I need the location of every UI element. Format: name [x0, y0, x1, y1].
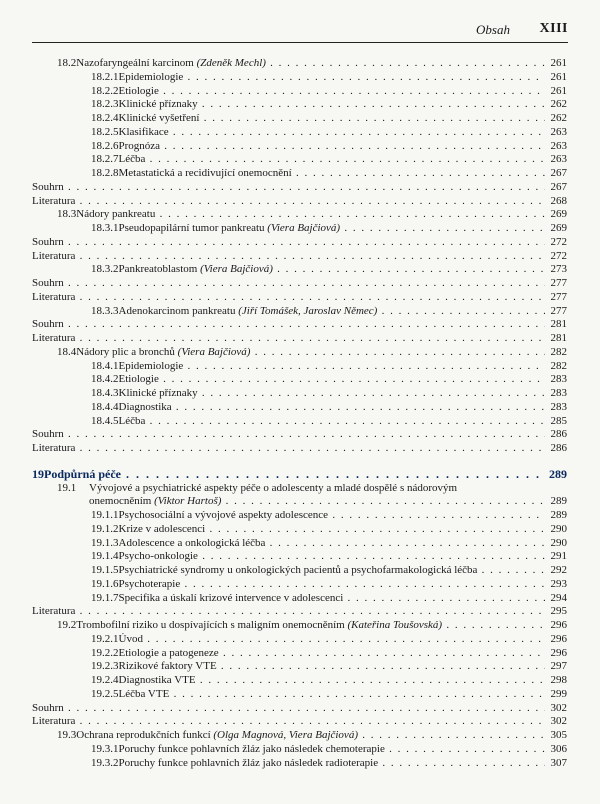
toc-entry-title: Literatura . . . — [32, 332, 545, 346]
toc-entry[interactable] — [32, 318, 567, 332]
toc-entry-text — [32, 291, 545, 305]
toc-entry-title: Klinické příznaky . . . — [119, 98, 546, 112]
toc-entry-text — [32, 318, 545, 332]
toc-entry-text — [91, 140, 545, 154]
toc-entry-text — [91, 674, 545, 688]
toc-entry[interactable] — [32, 140, 567, 154]
toc-entry-text — [91, 112, 545, 126]
toc-entry[interactable] — [32, 208, 567, 222]
toc-entry-text — [91, 387, 545, 401]
toc-entry[interactable] — [32, 550, 567, 564]
toc-entry[interactable] — [32, 523, 567, 537]
toc-entry-title: Etiologie . . . — [119, 85, 546, 99]
toc-entry-text — [32, 702, 545, 716]
toc-entry-title: Krize v adolescenci . . . — [119, 523, 546, 537]
toc-entry-number: 19.1.2 — [91, 522, 119, 535]
toc-entry-author: (Viera Bajčiová) — [197, 263, 273, 276]
toc-entry-page: 263 — [548, 140, 568, 154]
toc-entry-title: Úvod . . . — [119, 633, 546, 647]
toc-entry-text — [57, 619, 545, 633]
toc-entry-number: 19.2.3 — [91, 660, 119, 673]
toc-entry-title: Psycho-onkologie . . . — [119, 550, 546, 564]
toc-entry[interactable] — [32, 250, 567, 264]
toc-entry[interactable] — [32, 605, 567, 619]
toc-entry-title: Adolescence a onkologická léčba . . . — [119, 537, 546, 551]
toc-entry-text — [32, 468, 544, 482]
toc-entry-text — [57, 57, 545, 71]
toc-entry[interactable] — [32, 757, 567, 771]
toc-entry-text — [91, 222, 545, 236]
toc-entry[interactable] — [32, 729, 567, 743]
toc-entry-page: 269 — [548, 208, 568, 222]
toc-entry-text — [57, 482, 565, 496]
toc-entry-title: Klasifikace . . . — [119, 126, 546, 140]
toc-entry-page: 272 — [548, 236, 568, 250]
toc-entry-title: Diagnostika . . . — [119, 401, 546, 415]
toc-entry-text — [91, 537, 545, 551]
toc-entry-page: 267 — [548, 181, 568, 195]
toc-entry-page: 282 — [548, 360, 568, 374]
toc-entry-number: 18.3.1 — [91, 222, 119, 234]
toc-entry-author: (Jiří Tomášek, Jaroslav Němec) — [235, 304, 378, 317]
toc-entry[interactable] — [32, 181, 567, 195]
toc-entry-page: 296 — [548, 619, 568, 633]
toc-entry-title: Léčba VTE . . . — [119, 688, 546, 702]
toc-entry-page: 289 — [548, 495, 568, 509]
toc-entry[interactable] — [32, 660, 567, 674]
toc-entry-page: 261 — [548, 57, 568, 71]
toc-entry-title: Souhrn . . . — [32, 318, 545, 332]
toc-entry-page: 306 — [548, 743, 568, 757]
toc-entry-page: 289 — [546, 468, 567, 482]
toc-entry[interactable] — [32, 715, 567, 729]
toc-entry-number: 19.2.5 — [91, 687, 119, 700]
toc-entry[interactable] — [32, 167, 567, 181]
toc-entry-number: 19.2.1 — [91, 632, 119, 645]
toc-entry-page: 293 — [548, 578, 568, 592]
toc-entry-number: 18.3 — [57, 208, 77, 221]
toc-entry-number: 19.1.6 — [91, 577, 119, 590]
toc-entry[interactable] — [32, 57, 567, 71]
toc-entry-page: 290 — [548, 537, 568, 551]
toc-entry-number: 18.2.2 — [91, 84, 119, 97]
toc-entry-text — [91, 509, 545, 523]
toc-entry-page: 307 — [548, 757, 568, 771]
toc-entry-page: 267 — [548, 167, 568, 181]
toc-entry-title: Souhrn . . . — [32, 181, 545, 195]
toc-entry-number: 18.2.5 — [91, 125, 119, 138]
toc-entry[interactable] — [32, 153, 567, 167]
toc-entry-number: 19.1.1 — [91, 509, 119, 521]
toc-entry-number: 18.4.2 — [91, 373, 119, 386]
toc-entry-title: onemocněním (Viktor Hartoš) . . . — [89, 495, 545, 509]
toc-entry-title: Pseudopapilární tumor pankreatu (Viera Bajčiová) . . . — [119, 222, 546, 236]
toc-entry[interactable] — [32, 98, 567, 112]
toc-entry-title: Psychoterapie . . . — [119, 578, 546, 592]
toc-entry[interactable] — [32, 619, 567, 633]
toc-entry[interactable] — [32, 373, 567, 387]
toc-entry-number: 19 — [32, 467, 44, 481]
toc-entry-number: 19.1.7 — [91, 591, 119, 604]
toc-entry-text — [91, 98, 545, 112]
toc-entry[interactable] — [32, 277, 567, 291]
toc-entry-number: 18.2.7 — [91, 153, 119, 166]
toc-entry-title: Etiologie a patogeneze . . . — [119, 647, 546, 661]
toc-entry-title: Literatura . . . — [32, 291, 545, 305]
toc-entry-author: (Viera Bajčiová) — [174, 345, 251, 358]
toc-entry[interactable] — [32, 401, 567, 415]
toc-entry-text — [32, 428, 545, 442]
toc-entry-title: Léčba . . . — [119, 415, 546, 429]
toc-entry-number: 18.3.2 — [91, 263, 119, 276]
toc-entry-text — [91, 71, 545, 85]
toc-entry[interactable] — [32, 564, 567, 578]
toc-entry-title: Podpůrná péče . . . — [44, 468, 544, 482]
toc-entry-number: 19.1.3 — [91, 536, 119, 549]
toc-entry[interactable] — [32, 360, 567, 374]
toc-entry-number: 18.4.4 — [91, 400, 119, 413]
toc-entry-text — [91, 263, 545, 277]
toc-entry-title: Rizikové faktory VTE . . . — [119, 660, 546, 674]
toc-entry-number: 19.1.5 — [91, 564, 119, 576]
toc-entry-title: Literatura . . . — [32, 195, 545, 209]
toc-entry-author: (Olga Magnová, Viera Bajčiová) — [210, 729, 358, 741]
section-title: Obsah — [476, 22, 510, 37]
toc-entry-page: 292 — [548, 564, 568, 578]
toc-entry-text — [91, 153, 545, 167]
page-header — [32, 20, 568, 43]
toc-entry[interactable] — [32, 633, 567, 647]
toc-entry-page: 283 — [548, 401, 568, 415]
toc-entry-text — [57, 346, 545, 360]
toc-entry-number: 18.4.5 — [91, 414, 119, 427]
toc-entry-number: 18.4.1 — [91, 359, 119, 372]
toc-entry-page: 294 — [548, 592, 568, 606]
toc-entry-title: Poruchy funkce pohlavních žláz jako následek radioterapie . . . — [119, 757, 546, 771]
toc-entry-text — [91, 167, 545, 181]
toc-entry[interactable] — [32, 332, 567, 346]
toc-entry-title: Psychiatrické syndromy u onkologických pacientů a psychofarmakologická léčba . . . — [119, 564, 546, 578]
toc-entry-text — [91, 578, 545, 592]
toc-entry-page: 263 — [548, 153, 568, 167]
toc-entry-text — [32, 277, 545, 291]
toc-entry-page: 262 — [548, 98, 568, 112]
toc-entry-number: 19.1.4 — [91, 550, 119, 563]
toc-entry-number: 18.2 — [57, 57, 77, 69]
toc-entry-page: 281 — [548, 332, 568, 346]
toc-entry-page: 296 — [548, 647, 568, 661]
toc-entry-page: 273 — [548, 263, 568, 277]
toc-chapter[interactable] — [32, 468, 567, 482]
toc-entry-number: 19.3.1 — [91, 742, 119, 755]
toc-entry[interactable] — [32, 578, 567, 592]
toc-entry-text — [91, 85, 545, 99]
toc-entry-page: 269 — [548, 222, 568, 236]
toc-entry-text — [91, 126, 545, 140]
toc-entry-text — [32, 195, 545, 209]
toc-entry-title: Souhrn . . . — [32, 702, 545, 716]
toc-entry-text — [91, 660, 545, 674]
toc-entry-title: Epidemiologie . . . — [119, 360, 546, 374]
toc-entry-page: 263 — [548, 126, 568, 140]
toc-entry-page: 302 — [548, 702, 568, 716]
toc-entry[interactable] — [32, 195, 567, 209]
toc-entry[interactable] — [32, 112, 567, 126]
toc-entry-page: 268 — [548, 195, 568, 209]
toc-entry-title: Etiologie . . . — [119, 373, 546, 387]
toc-entry[interactable] — [32, 743, 567, 757]
toc-entry-text — [91, 401, 545, 415]
toc-entry[interactable] — [32, 305, 567, 319]
toc-entry-text — [57, 208, 545, 222]
toc-entry-title: Specifika a úskalí krizové intervence v adolescenci . . . — [119, 592, 546, 606]
toc-entry-number: 18.2.8 — [91, 167, 119, 179]
toc-entry-page: 297 — [548, 660, 568, 674]
toc-entry-author: (Viktor Hartoš) — [151, 495, 222, 508]
toc-entry-author: (Zdeněk Mechl) — [193, 57, 266, 69]
toc-entry-title: Souhrn . . . — [32, 428, 545, 442]
toc-entry-title: Adenokarcinom pankreatu (Jiří Tomášek, Jaroslav Němec) . . . — [119, 305, 546, 319]
toc-entry-title: Klinické vyšetření . . . — [119, 112, 546, 126]
toc-entry-page: 283 — [548, 387, 568, 401]
toc-entry-number: 18.2.6 — [91, 139, 119, 152]
toc-entry-text — [32, 236, 545, 250]
toc-entry-author: (Kateřina Toušovská) — [344, 619, 443, 631]
toc-entry-page: 298 — [548, 674, 568, 688]
toc-entry-page: 286 — [548, 442, 568, 456]
toc-entry-page: 283 — [548, 373, 568, 387]
toc-entry-number: 18.4 — [57, 345, 77, 358]
toc-entry[interactable] — [32, 688, 567, 702]
toc-entry[interactable] — [32, 236, 567, 250]
toc-entry-title: Nádory plic a bronchů (Viera Bajčiová) . . . — [76, 346, 545, 360]
toc-entry-text — [57, 729, 545, 743]
toc-entry-text — [91, 523, 545, 537]
toc-entry-number: 18.3.3 — [91, 304, 119, 317]
toc-entry-number: 19.1 — [57, 481, 77, 494]
toc-entry-page: 277 — [548, 305, 568, 319]
toc-entry-page: 282 — [548, 346, 568, 360]
toc-entry[interactable] — [32, 415, 567, 429]
toc-entry-page: 261 — [548, 85, 568, 99]
toc-entry-text — [32, 250, 545, 264]
toc-entry-page: 277 — [548, 291, 568, 305]
toc-entry-text — [91, 757, 545, 771]
toc-entry[interactable] — [32, 509, 567, 523]
toc-entry-title: Literatura . . . — [32, 250, 545, 264]
toc-entry-text — [91, 564, 545, 578]
toc-entry-page: 291 — [548, 550, 568, 564]
toc-entry-title: Ochrana reprodukčních funkcí (Olga Magnová, Viera Bajčiová) . . . — [76, 729, 545, 743]
toc-entry-number: 18.2.1 — [91, 70, 119, 83]
toc-entry-text — [91, 647, 545, 661]
toc-entry-text — [91, 305, 545, 319]
toc-entry-number: 19.3.2 — [91, 756, 119, 769]
toc-entry-page: 296 — [548, 633, 568, 647]
toc-entry-text — [32, 442, 545, 456]
toc-entry-text — [91, 688, 545, 702]
toc-entry[interactable] — [32, 346, 567, 360]
toc-entry-title: Nádory pankreatu . . . — [76, 208, 545, 222]
toc-entry-title: Prognóza . . . — [119, 140, 546, 154]
toc-entry-title: Metastatická a recidivující onemocnění . . . — [119, 167, 546, 181]
toc-entry-text — [32, 181, 545, 195]
toc-entry-page: 262 — [548, 112, 568, 126]
toc-entry-title: Léčba . . . — [119, 153, 546, 167]
toc-entry-text — [91, 592, 545, 606]
toc-entry[interactable] — [32, 442, 567, 456]
toc-entry-number: 18.2.4 — [91, 112, 119, 124]
toc-entry-text — [89, 495, 545, 509]
page-number: XIII — [539, 21, 568, 36]
toc-entry[interactable] — [32, 71, 567, 85]
toc-entry[interactable] — [32, 126, 567, 140]
toc-entry-text — [91, 373, 545, 387]
table-of-contents — [32, 57, 567, 770]
toc-entry[interactable] — [32, 263, 567, 277]
toc-entry-number: 19.2.2 — [91, 646, 119, 659]
toc-entry-title: Pankreatoblastom (Viera Bajčiová) . . . — [119, 263, 546, 277]
toc-entry-text — [32, 715, 545, 729]
toc-entry-text — [91, 743, 545, 757]
toc-entry-title: Trombofilní riziko u dospívajících s maligním onemocněním (Kateřina Toušovská) . . . — [76, 619, 545, 633]
toc-entry[interactable] — [32, 592, 567, 606]
toc-entry-page: 305 — [548, 729, 568, 743]
toc-entry[interactable] — [32, 291, 567, 305]
toc-entry-page: 272 — [548, 250, 568, 264]
toc-entry-page: 285 — [548, 415, 568, 429]
toc-entry[interactable] — [32, 702, 567, 716]
toc-entry-page: 290 — [548, 523, 568, 537]
toc-entry-text — [91, 633, 545, 647]
toc-entry[interactable] — [32, 482, 567, 496]
toc-entry-text — [32, 605, 545, 619]
toc-entry-page: 286 — [548, 428, 568, 442]
toc-entry[interactable] — [32, 495, 567, 509]
toc-entry-number: 19.2 — [57, 619, 77, 631]
toc-entry-title: Souhrn . . . — [32, 277, 545, 291]
toc-entry-page: 281 — [548, 318, 568, 332]
toc-entry-title: Psychosociální a vývojové aspekty adolescence . . . — [119, 509, 546, 523]
toc-entry-text — [32, 332, 545, 346]
toc-entry[interactable] — [32, 387, 567, 401]
toc-entry-number: 18.4.3 — [91, 387, 119, 399]
toc-entry-title: Epidemiologie . . . — [119, 71, 546, 85]
toc-entry-title: Diagnostika VTE . . . — [119, 674, 546, 688]
toc-entry-title: Literatura . . . — [32, 715, 545, 729]
toc-entry-title: Poruchy funkce pohlavních žláz jako následek chemoterapie . . . — [119, 743, 546, 757]
toc-entry-text — [91, 550, 545, 564]
toc-entry-number: 18.2.3 — [91, 98, 119, 111]
toc-entry-number: 19.2.4 — [91, 674, 119, 686]
toc-entry-page: 302 — [548, 715, 568, 729]
toc-entry-title: Vývojové a psychiatrické aspekty péče o adolescenty a mladé dospělé s nádorovým — [89, 481, 458, 494]
toc-entry-page: 261 — [548, 71, 568, 85]
toc-entry[interactable] — [32, 85, 567, 99]
toc-entry-text — [91, 415, 545, 429]
toc-entry-author: (Viera Bajčiová) — [264, 222, 341, 234]
toc-entry-title: Literatura . . . — [32, 442, 545, 456]
toc-entry-title: Nazofaryngeální karcinom (Zdeněk Mechl) . . . — [76, 57, 545, 71]
toc-entry[interactable] — [32, 647, 567, 661]
toc-entry[interactable] — [32, 428, 567, 442]
toc-entry-number: 19.3 — [57, 729, 77, 741]
toc-entry-page: 289 — [548, 509, 568, 523]
toc-entry-text — [91, 360, 545, 374]
toc-entry-title: Klinické příznaky . . . — [119, 387, 546, 401]
toc-entry[interactable] — [32, 222, 567, 236]
section-gap — [32, 456, 567, 468]
toc-entry-page: 295 — [548, 605, 568, 619]
toc-entry[interactable] — [32, 674, 567, 688]
toc-entry-title: Literatura . . . — [32, 605, 545, 619]
toc-entry-page: 277 — [548, 277, 568, 291]
toc-entry-page: 299 — [548, 688, 568, 702]
toc-entry[interactable] — [32, 537, 567, 551]
toc-entry-title: Souhrn . . . — [32, 236, 545, 250]
